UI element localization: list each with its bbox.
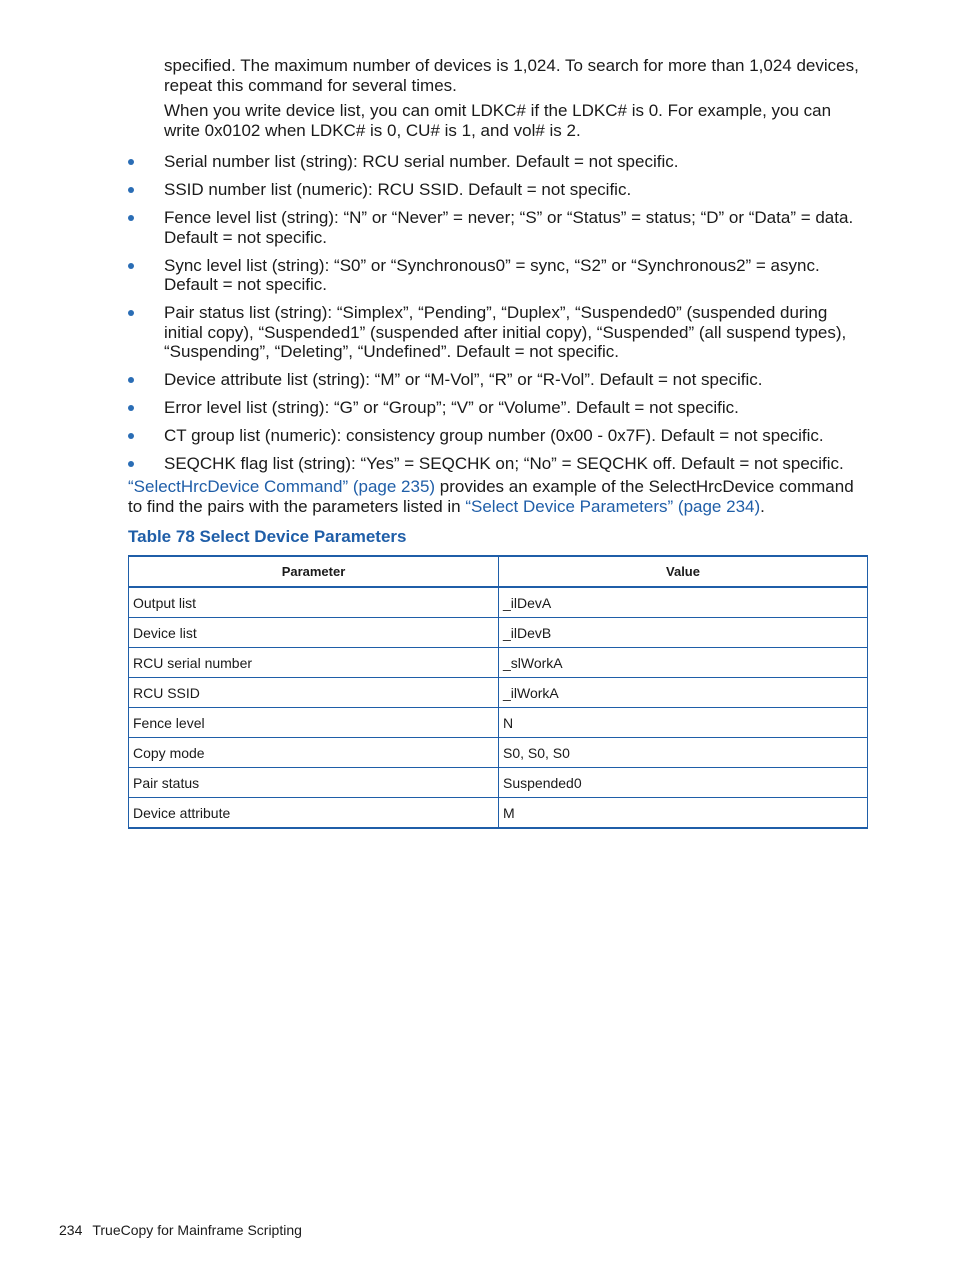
value-cell: _ilWorkA (499, 678, 868, 708)
value-cell: _slWorkA (499, 648, 868, 678)
table-row (129, 738, 868, 768)
parameter-cell: Output list (129, 587, 499, 618)
table-intro-paragraph: “SelectHrcDevice Command” (page 235) provides an example of the SelectHrcDevice command to find the pairs with the parameters listed in “Select Device Parameters” (page 234). (128, 477, 854, 516)
bullet-icon (128, 159, 134, 165)
value-cell: N (499, 708, 868, 738)
bullet-icon (128, 377, 134, 383)
value-cell: _ilDevA (499, 587, 868, 618)
table-row (129, 798, 868, 829)
list-item: SSID number list (numeric): RCU SSID. Default = not specific. (128, 180, 868, 200)
bullet-icon (128, 310, 134, 316)
bullet-icon (128, 215, 134, 221)
bullet-icon (128, 263, 134, 269)
column-header-value: Value (499, 556, 868, 587)
parameter-cell: Fence level (129, 708, 499, 738)
select-device-parameters-link[interactable]: “Select Device Parameters” (page 234) (465, 496, 761, 516)
list-item: SEQCHK flag list (string): “Yes” = SEQCHK on; “No” = SEQCHK off. Default = not specific. (128, 454, 868, 474)
parameter-cell: Device list (129, 618, 499, 648)
continuation-paragraph: specified. The maximum number of devices is 1,024. To search for more than 1,024 devices, repeat this command for several times. (164, 56, 859, 95)
list-item: Fence level list (string): “N” or “Never” = never; “S” or “Status” = status; “D” or “Data” = data. Default = not specific. (128, 208, 868, 247)
value-cell: M (499, 798, 868, 829)
table-row (129, 587, 868, 618)
parameter-cell: Copy mode (129, 738, 499, 768)
list-item: CT group list (numeric): consistency group number (0x00 - 0x7F). Default = not specific. (128, 426, 868, 446)
parameter-cell: RCU serial number (129, 648, 499, 678)
select-device-parameters-table (128, 555, 868, 829)
list-item: Error level list (string): “G” or “Group”; “V” or “Volume”. Default = not specific. (128, 398, 868, 418)
bullet-icon (128, 461, 134, 467)
table-row (129, 618, 868, 648)
page-footer (59, 1222, 302, 1238)
value-cell: S0, S0, S0 (499, 738, 868, 768)
parameter-bullet-list (128, 152, 868, 482)
table-row (129, 648, 868, 678)
list-item: Pair status list (string): “Simplex”, “Pending”, “Duplex”, “Suspended0” (suspended during initial copy), “Suspended1” (suspended after initial copy), “Suspended” (all suspend types), “Suspending”, “Deleting”, “Undefined”. Default = not specific. (128, 303, 868, 362)
bullet-icon (128, 405, 134, 411)
parameter-cell: Pair status (129, 768, 499, 798)
ldkc-note-paragraph: When you write device list, you can omit LDKC# if the LDKC# is 0. For example, you can write 0x0102 when LDKC# is 0, CU# is 1, and vol# is 2. (164, 101, 832, 140)
table-row (129, 708, 868, 738)
value-cell: _ilDevB (499, 618, 868, 648)
table-caption: Table 78 Select Device Parameters (128, 527, 407, 546)
parameter-cell: Device attribute (129, 798, 499, 829)
footer-title: TrueCopy for Mainframe Scripting (92, 1222, 302, 1238)
page-number: 234 (59, 1222, 83, 1238)
table-row (129, 678, 868, 708)
table-header-row (129, 556, 868, 587)
column-header-parameter: Parameter (129, 556, 499, 587)
list-item: Serial number list (string): RCU serial number. Default = not specific. (128, 152, 868, 172)
bullet-icon (128, 433, 134, 439)
value-cell: Suspended0 (499, 768, 868, 798)
parameter-cell: RCU SSID (129, 678, 499, 708)
selecthrcdevice-command-link[interactable]: “SelectHrcDevice Command” (page 235) (128, 477, 436, 496)
list-item: Sync level list (string): “S0” or “Synchronous0” = sync, “S2” or “Synchronous2” = async. Default = not specific. (128, 256, 868, 295)
table-row (129, 768, 868, 798)
list-item: Device attribute list (string): “M” or “M-Vol”, “R” or “R-Vol”. Default = not specific. (128, 370, 868, 390)
bullet-icon (128, 187, 134, 193)
